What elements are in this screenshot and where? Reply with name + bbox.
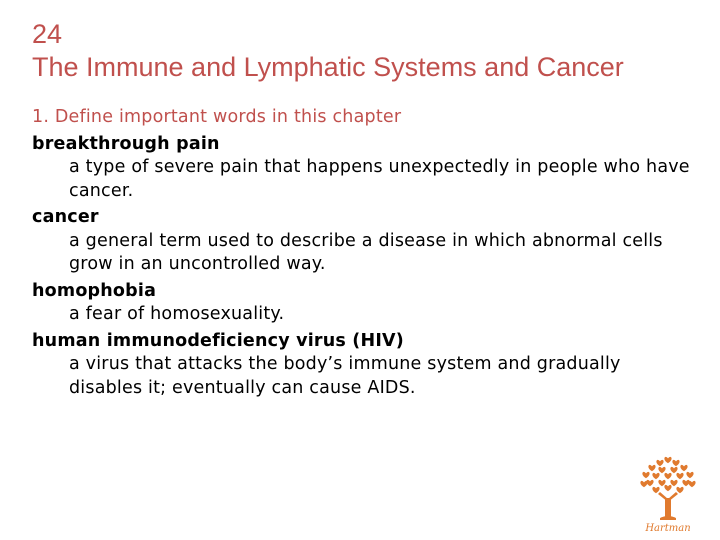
heart-shape <box>670 480 677 486</box>
heart-shape <box>640 481 647 487</box>
definition-homophobia: a fear of homosexuality. <box>69 304 285 324</box>
term-breakthrough-pain: breakthrough pain <box>32 133 220 154</box>
heart-shape <box>664 473 671 479</box>
chapter-number: 24 <box>32 19 63 49</box>
heart-shape <box>676 473 683 479</box>
heart-shape <box>658 480 665 486</box>
heart-shape <box>664 457 671 463</box>
slide-title <box>32 18 624 84</box>
heart-shape <box>670 467 677 473</box>
definition-hiv: a virus that attacks the body’s immune system and gradually disables it; eventually can cause AIDS. <box>69 354 621 398</box>
heart-shape <box>686 472 693 478</box>
heart-shape <box>688 481 695 487</box>
slide-body <box>32 106 702 400</box>
term-cancer: cancer <box>32 207 99 227</box>
heart-shape <box>648 465 655 471</box>
logo-text: Hartman <box>645 523 691 534</box>
term-hiv: human immunodeficiency virus (HIV) <box>32 330 405 351</box>
heart-shape <box>652 473 659 479</box>
heart-shape <box>656 460 663 466</box>
hartman-logo <box>632 454 704 534</box>
section-heading: 1. Define important words in this chapter <box>32 107 402 127</box>
heart-shape <box>672 460 679 466</box>
heart-shape <box>676 487 683 493</box>
chapter-title: The Immune and Lymphatic Systems and Cancer <box>32 52 624 82</box>
heart-shape <box>664 485 671 491</box>
heart-shape <box>658 467 665 473</box>
definition-breakthrough-pain: a type of severe pain that happens unexpectedly in people who have cancer. <box>69 157 690 201</box>
term-homophobia: homophobia <box>32 280 157 301</box>
heart-shape <box>680 465 687 471</box>
definition-cancer: a general term used to describe a disease in which abnormal cells grow in an uncontrolled way. <box>69 230 663 274</box>
heart-shape <box>652 487 659 493</box>
tree-hearts-icon <box>632 454 704 534</box>
heart-shape <box>642 472 649 478</box>
